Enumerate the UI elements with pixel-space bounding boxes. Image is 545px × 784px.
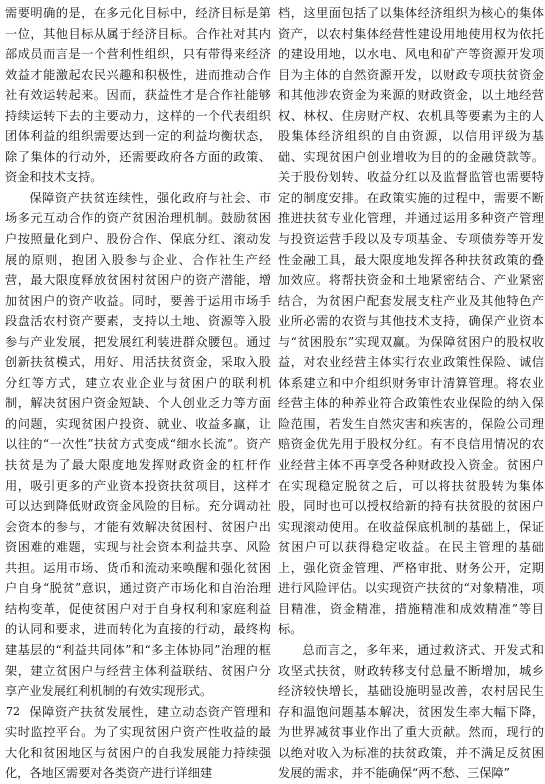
paragraph: 需要明确的是，在多元化目标中，经济目标是第一位，其他目标从属于经济目标。合作社对其内部成员而言是一个营利性组织，只有带得来经济效益才能激起农民兴趣和积极性，进而推动合作社有效运转起来。因而，获益性才是合作社能够持续运转下去的主要动力，这样的一个代表组织团体利益的组织需要达到一定的利益均衡状态，除了集体的行动外，还需要政府各方面的政策、资金和技术支持。	[5, 6, 271, 185]
left-text-column	[5, 3, 271, 784]
paragraph: 保障资产扶贫发展性，建立动态资产管理和实时监控平台。为了实现贫困户资产性收益的最大化和贫困地区与贫困户的自我发展能力持续强化，各地区需要对各类资产进行详细建	[5, 704, 271, 781]
paragraph: 档，这里面包括了以集体经济组织为核心的集体资产，以农村集体经营性建设用地使用权为依托的建设用地，以水电、风电和矿产等资源开发项目为主体的自然资源开发，以财政专项扶贫资金和其他涉农资金为来源的财政资金，以土地经营权、林权、住房财产权、农机具等要素为主的人股集体经济组织的自由资源，以信用评级为基础、实现贫困户创业增收为目的的金融贷款等。关于股份划转、收益分红以及监督监管也需要特定的制度安排。在政策实施的过程中，需要不断推进扶贫专业化管理，并通过运用多种资产管理与投资运营手段以及专项基金、专项债券等开发性金融工具，最大限度地发挥各种扶贫政策的叠加效应。将帮扶资金和土地紧密结合、产业紧密结合，为贫困户配套发展支柱产业及其他特色产业所必需的农资与其他技术支持，确保产业资本与“贫困股东”实现双赢。为保障贫困户的股权收益，对农业经营主体实行农业政策性保险、诚信体系建立和中介组织财务审计清算管理。将农业经营主体的种养业符合政策性农业保险的纳入保险范围，若发生自然灾害和疾害的，保险公司理赔资金优先用于股权分红。有不良信用情况的农业经营主体不再享受各种财政投入资金。贫困户在实现稳定脱贫之后，可以将扶贫股转为集体股，同时也可以授权给新的持有扶贫股的贫困户实现滚动使用。在收益保底机制的基础上，保证贫困户可以获得稳定收益。在民主管理的基础上，强化资金管理、严格审批、财务公开，定期进行风险评估。以实现资产扶贫的“对象精准，项目精准，资金精准，措施精准和成效精准”等目标。	[278, 6, 544, 637]
paragraph: 总而言之，多年来，通过救济式、开发式和攻坚式扶贫，财政转移支付总量不断增加，城乡经济较快增长，基础设施明显改善，农村居民生存和温饱问题基本解决，贫困发生率大幅下降，为世界减贫事业作出了重大贡献。然而，现行的以绝对收入为标准的扶贫政策，并不满足反贫困发展的需求，并不能确保“两不愁、三保障”	[278, 642, 544, 781]
page-number: 72	[6, 705, 20, 718]
paragraph: 保障资产扶贫连续性，强化政府与社会、市场多元互动合作的资产贫困治理机制。鼓励贫困户按照量化到户、股份合作、保底分红、滚动发展的原则，抱团入股参与企业、合作社生产经营，最大限度释放贫困村贫困户的资产潜能，增加贫困户的资产收益。同时，要善于运用市场手段盘活农村资产要素，支持以土地、资源等入股参与产业发展，把发展红利装进群众腰包。通过创新扶贫模式，用好、用活扶贫资金，采取入股分红等方式，建立农业企业与贫困户的联利机制，解决贫困户资金短缺、个人创业乏力等方面的问题，实现贫困户投资、就业、收益多赢，让以往的“一次性”扶贫方式变成“细水长流”。资产扶贫是为了最大限度地发挥财政资金的杠杆作用，吸引更多的产业资本投资扶贫项目，这样才可以达到降低财政资金风险的目标。充分调动社会资本的参与，才能有效解决贫困村、贫困户出资困难的难题，实现与社会资本利益共享、风险共担。运用市场、货币和流动来唤醒和强化贫困户自身“脱贫”意识，通过资产市场化和自治治理结构变革，促使贫困户对于自身权利和家庭利益的认同和要求，进而转化为直接的行动，最终构建基层的“利益共同体”和“多主体协同”治理的框架，建立贫困户与经营主体利益联结、贫困户分享产业发展红利机制的有效实现形式。	[5, 190, 271, 699]
right-text-column	[278, 3, 544, 784]
